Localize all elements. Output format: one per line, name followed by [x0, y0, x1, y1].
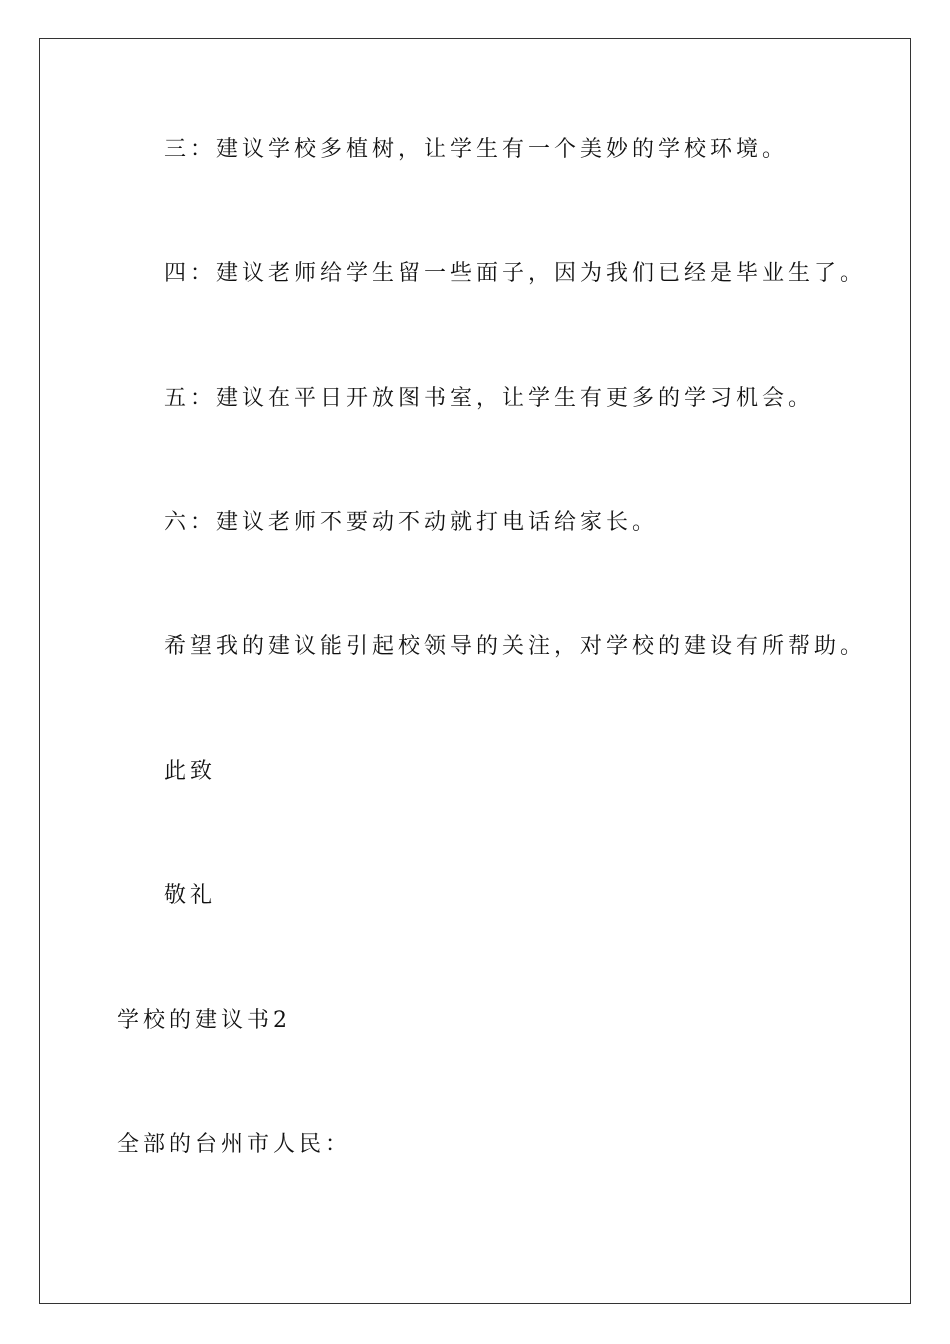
salutation: 全部的台州市人民：: [117, 1132, 352, 1157]
concluding-paragraph: 希望我的建议能引起校领导的关注，对学校的建设有所帮助。: [164, 634, 867, 659]
closing-line-1: 此致: [164, 759, 217, 784]
suggestion-three: 三：建议学校多植树，让学生有一个美妙的学校环境。: [164, 137, 789, 162]
suggestion-six: 六：建议老师不要动不动就打电话给家长。: [164, 510, 659, 535]
page-frame: [39, 38, 911, 1304]
suggestion-five: 五：建议在平日开放图书室，让学生有更多的学习机会。: [164, 386, 815, 411]
suggestion-four: 四：建议老师给学生留一些面子，因为我们已经是毕业生了。: [164, 261, 867, 286]
section-title: 学校的建议书2: [117, 1008, 291, 1033]
closing-line-2: 敬礼: [164, 883, 217, 908]
